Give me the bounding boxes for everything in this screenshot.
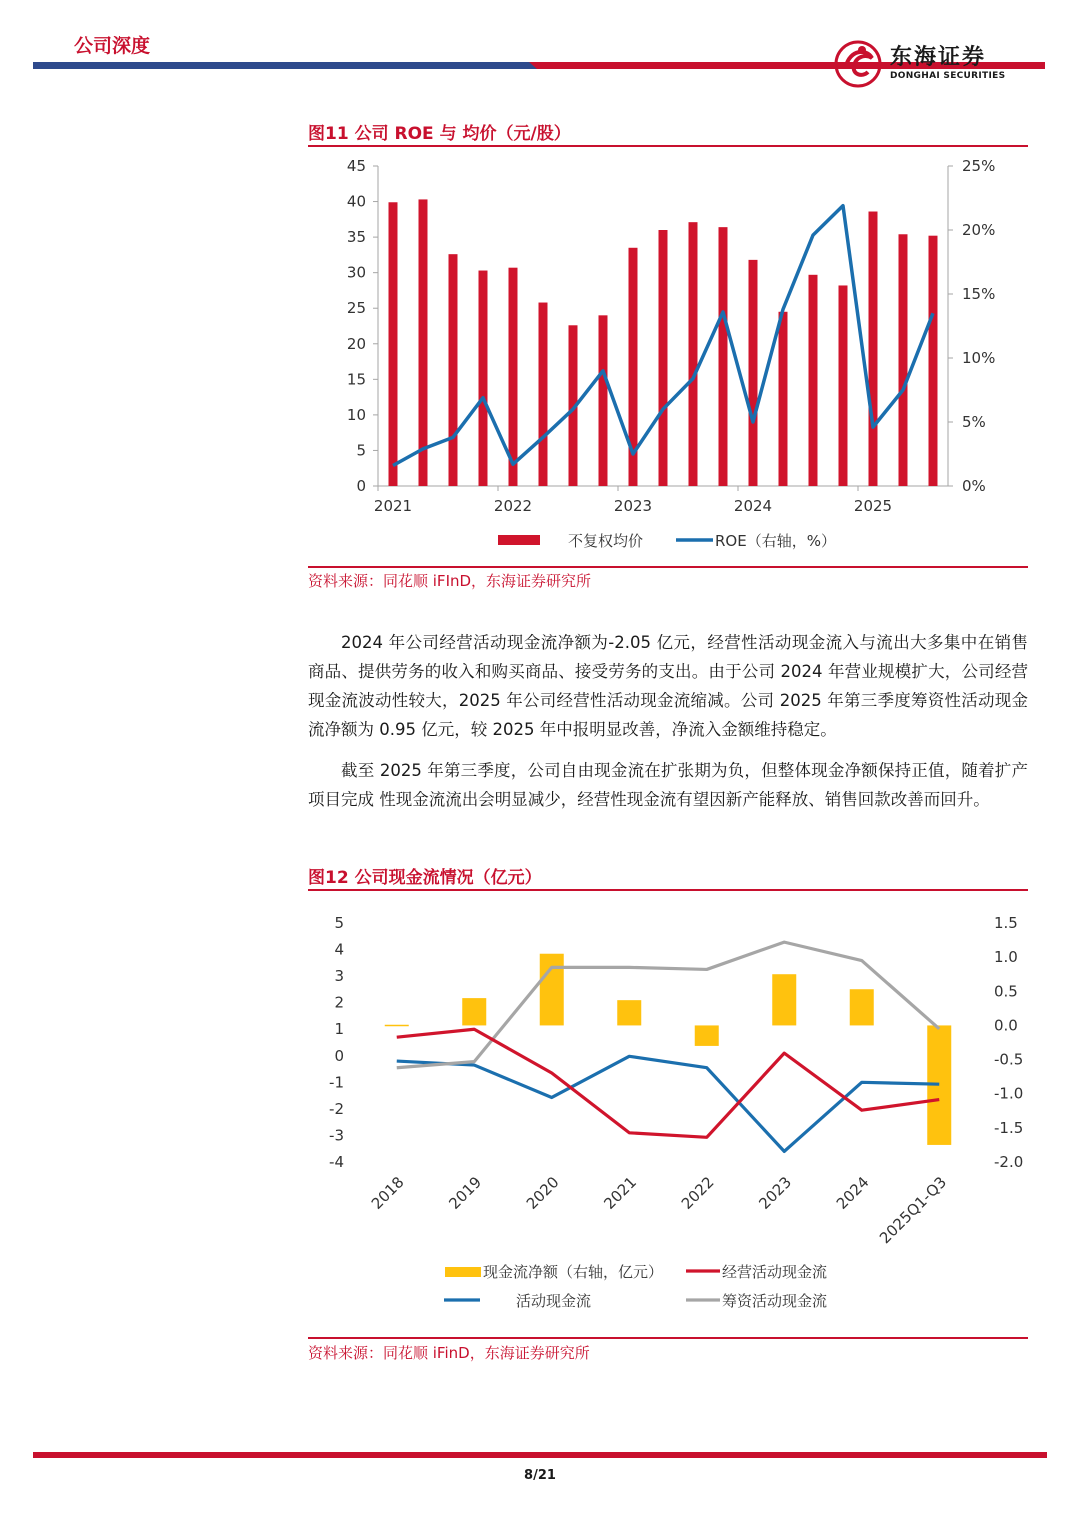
price-bar: [929, 236, 938, 486]
footer-divider: [33, 1452, 1047, 1458]
right-tick-label: -1.5: [994, 1118, 1024, 1137]
figure11-top-rule: [308, 145, 1028, 147]
body-text: [308, 628, 1028, 814]
legend-label-op: 经营活动现金流: [722, 1263, 828, 1281]
right-tick-label: -1.0: [994, 1084, 1024, 1103]
figure12-chart: [308, 893, 1028, 1325]
left-tick-label: 25: [346, 299, 366, 318]
right-tick-label: 0.0: [994, 1016, 1018, 1035]
net-cashflow-bar: [462, 998, 486, 1025]
left-tick-label: -3: [329, 1126, 344, 1145]
right-tick-label: -0.5: [994, 1050, 1024, 1069]
right-tick-label: 0%: [962, 477, 986, 495]
figure11-source: 资料来源：同花顺 iFInD，东海证券研究所: [308, 572, 592, 590]
brand-name-cn: 东海证券: [890, 45, 987, 70]
figure12-top-rule: [308, 889, 1028, 891]
right-tick-label: -2.0: [994, 1153, 1024, 1171]
x-tick-label: 2025: [853, 497, 893, 515]
right-tick-label: 5%: [962, 413, 986, 431]
x-tick-label: 2023: [755, 1173, 796, 1213]
x-tick-label: 2021: [373, 497, 413, 515]
left-tick-label: 0: [334, 1046, 344, 1065]
x-tick-label: 2025Q1-Q3: [875, 1173, 951, 1248]
left-tick-label: 30: [346, 263, 366, 282]
page-number: 8/21: [524, 1468, 556, 1483]
investing-cashflow-line: [397, 1056, 940, 1151]
x-tick-label: 2024: [733, 497, 773, 515]
x-tick-label: 2024: [832, 1173, 873, 1213]
left-tick-label: -4: [329, 1153, 344, 1171]
left-tick-label: 40: [346, 192, 366, 211]
right-tick-label: 1.0: [994, 948, 1018, 967]
price-bar: [419, 199, 428, 486]
figure11-title: 图11 公司 ROE 与 均价（元/股）: [308, 124, 571, 144]
legend-label-roe: ROE（右轴，%）: [715, 532, 836, 550]
price-bar: [779, 312, 788, 486]
price-bar: [449, 254, 458, 486]
figure12-title: 图12 公司现金流情况（亿元）: [308, 868, 542, 888]
left-tick-label: 2: [334, 993, 344, 1012]
price-bar: [809, 275, 818, 486]
left-tick-label: 5: [334, 914, 344, 932]
left-tick-label: -2: [329, 1099, 344, 1118]
legend-label-price: 不复权均价: [568, 532, 644, 550]
price-bar: [389, 202, 398, 486]
right-tick-label: 1.5: [994, 914, 1018, 932]
price-bar: [719, 227, 728, 486]
net-cashflow-bar: [617, 1000, 641, 1025]
price-bar: [689, 222, 698, 486]
figure11-bottom-rule: [308, 566, 1028, 568]
figure12-bottom-rule: [308, 1337, 1028, 1339]
figure12-source: 资料来源：同花顺 iFinD，东海证券研究所: [308, 1344, 590, 1362]
price-bar: [869, 212, 878, 486]
figure11-chart: [308, 148, 1028, 558]
price-bar: [659, 230, 668, 486]
left-tick-label: 1: [334, 1020, 344, 1039]
section-title: 公司深度: [74, 35, 151, 57]
right-tick-label: 15%: [962, 285, 996, 303]
x-tick-label: 2019: [445, 1173, 486, 1213]
right-tick-label: 20%: [962, 221, 996, 239]
net-cashflow-bar: [772, 974, 796, 1025]
left-tick-label: 20: [346, 334, 366, 353]
price-bar: [839, 285, 848, 486]
x-tick-label: 2022: [677, 1173, 718, 1213]
x-tick-label: 2023: [613, 497, 653, 515]
operating-cashflow-line: [397, 1029, 940, 1137]
legend-label-net: 现金流净额（右轴，亿元）: [483, 1263, 664, 1281]
right-tick-label: 25%: [962, 157, 996, 175]
net-cashflow-bar: [850, 989, 874, 1025]
price-bar: [479, 271, 488, 486]
paragraph-2: 截至 2025 年第三季度，公司自由现金流在扩张期为负，但整体现金净额保持正值，随着扩产项目完成 性现金流流出会明显减少，经营性现金流有望因新产能释放、销售回款改善而回升。: [308, 761, 1028, 809]
dragon-logo-icon: [832, 36, 884, 90]
left-tick-label: 0: [356, 477, 366, 495]
paragraph-1: 2024 年公司经营活动现金流净额为-2.05 亿元，经营性活动现金流入与流出大多集中在销售商品、提供劳务的收入和购买商品、接受劳务的支出。由于公司 2024 年营业规模扩大，公司经营现金流波动性较大，2025 年公司经营性活动现金流缩减。公司 2025 年第三季度筹资性活动现金流净额为 0.95 亿元，较 2025 年中报明显改善，净流入金额维持稳定。: [308, 633, 1028, 739]
brand-name-en: DONGHAI SECURITIES: [890, 71, 1006, 81]
price-bar: [749, 260, 758, 486]
left-tick-label: 10: [346, 405, 366, 424]
price-bar: [899, 234, 908, 486]
price-bar: [599, 315, 608, 486]
net-cashflow-bar: [540, 954, 564, 1026]
legend-swatch-net: [445, 1267, 481, 1277]
x-tick-label: 2022: [493, 497, 533, 515]
net-cashflow-bar: [695, 1025, 719, 1045]
net-cashflow-bar: [385, 1025, 409, 1027]
company-logo: [832, 36, 1012, 90]
price-bar: [539, 303, 548, 486]
left-tick-label: 15: [346, 370, 366, 389]
right-tick-label: 10%: [962, 349, 996, 367]
left-tick-label: 4: [334, 940, 344, 959]
left-tick-label: 35: [346, 228, 366, 247]
left-tick-label: 45: [346, 157, 366, 175]
x-tick-label: 2020: [522, 1173, 563, 1213]
left-tick-label: 3: [334, 967, 344, 986]
legend-swatch-bar: [498, 535, 540, 545]
legend-label-inv: 活动现金流: [516, 1292, 592, 1310]
right-tick-label: 0.5: [994, 982, 1018, 1001]
left-tick-label: 5: [356, 441, 366, 460]
legend-label-fin: 筹资活动现金流: [722, 1292, 828, 1310]
left-tick-label: -1: [329, 1073, 344, 1092]
x-tick-label: 2021: [600, 1173, 641, 1213]
x-tick-label: 2018: [367, 1173, 408, 1213]
